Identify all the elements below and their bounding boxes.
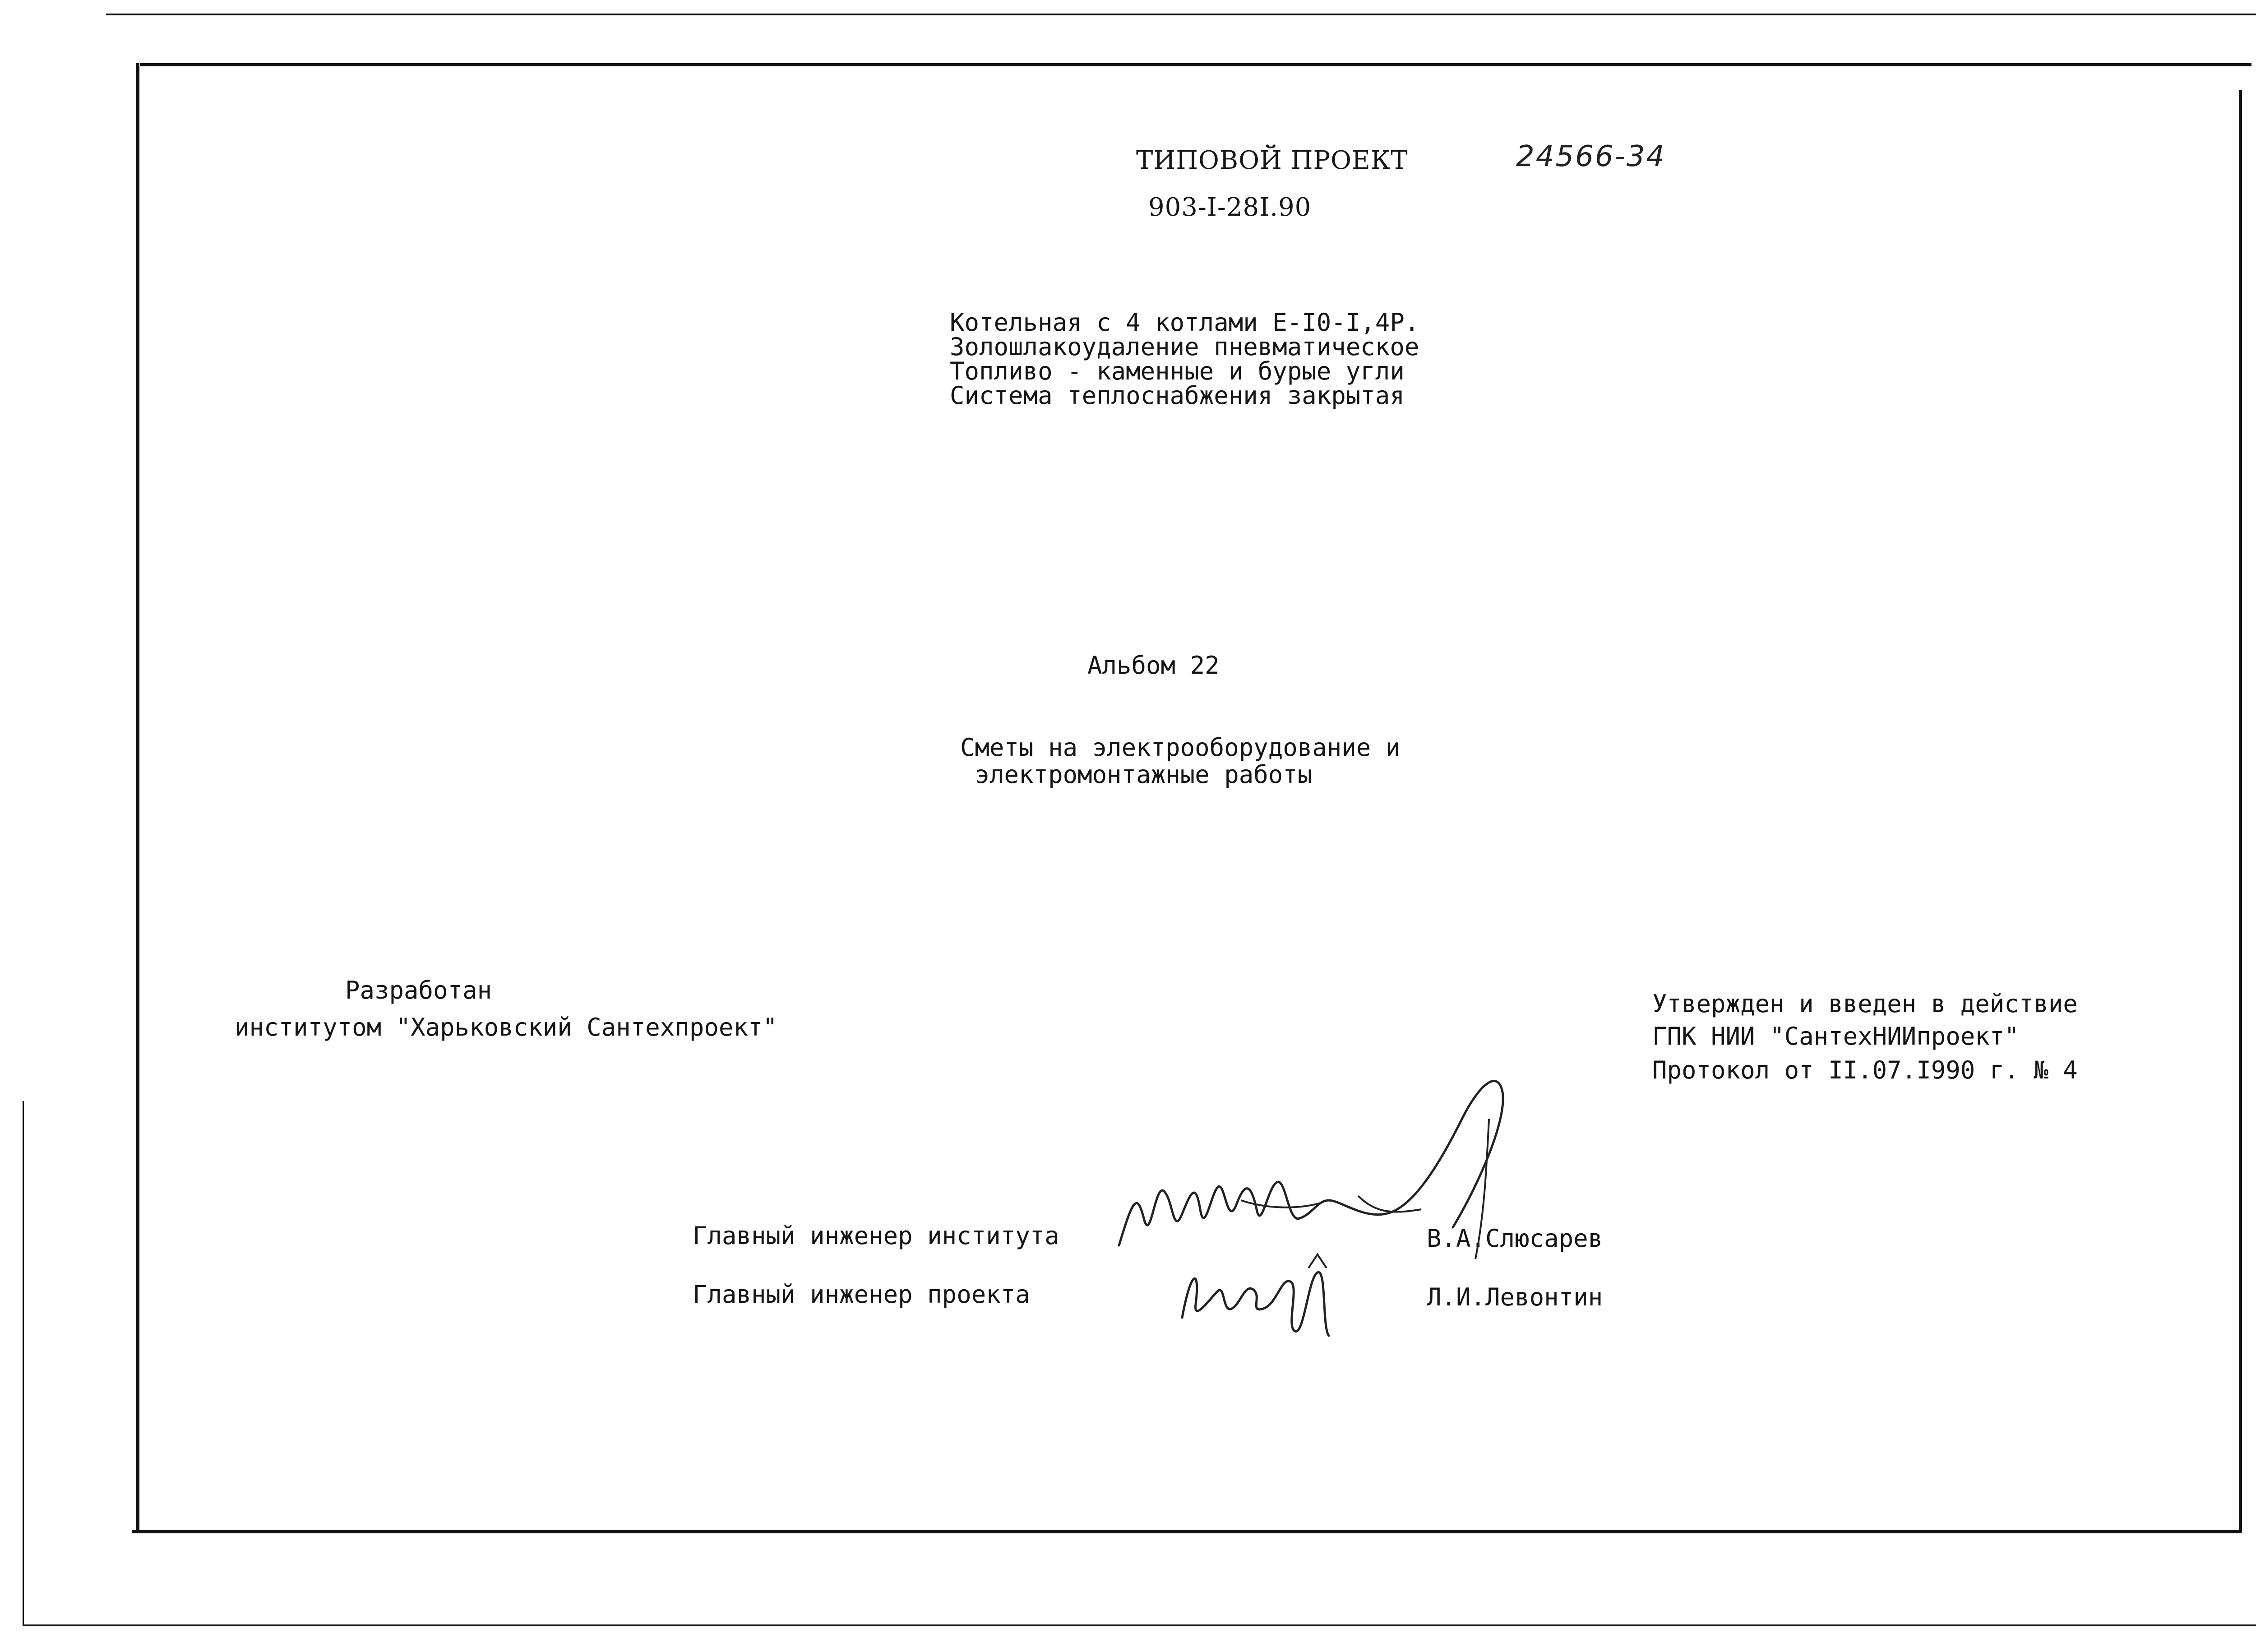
- approved-line: Утвержден и введен в действие: [1652, 990, 2078, 1018]
- project-description: [950, 310, 1419, 408]
- signature-chief-engineer-institute: [1105, 1065, 1557, 1268]
- approved-authority: ГПК НИИ "СантехНИИпроект": [1652, 1022, 2019, 1050]
- frame-top-outer: [106, 14, 2256, 15]
- album-subject-line: электромонтажные работы: [960, 760, 1313, 789]
- signatory-role: Главный инженер института: [693, 1222, 1059, 1250]
- approved-protocol: Протокол от II.07.I990 г. № 4: [1652, 1056, 2078, 1084]
- frame-bottom: [132, 1530, 2242, 1533]
- handwritten-inventory-number: 24566-34: [1516, 140, 1666, 173]
- signatory-name: В.А.Слюсарев: [1427, 1224, 1603, 1253]
- page-bottom-outer: [23, 1624, 2256, 1626]
- album-label: Альбом 22: [1087, 651, 1220, 680]
- description-line: Котельная с 4 котлами Е-I0-I,4Р.: [950, 308, 1419, 337]
- developed-institute: институтом "Харьковский Сантехпроект": [235, 1013, 777, 1041]
- signatory-name: Л.И.Левонтин: [1427, 1283, 1603, 1311]
- signatory-role: Главный инженер проекта: [693, 1280, 1030, 1309]
- document-title: ТИПОВОЙ ПРОЕКТ: [1136, 146, 1408, 175]
- signature-chief-engineer-project: [1173, 1250, 1363, 1340]
- frame-left: [136, 63, 139, 1532]
- page-left-edge: [23, 1101, 24, 1624]
- developed-label: Разработан: [345, 976, 492, 1004]
- album-subject-line: Сметы на электрооборудование и: [960, 733, 1401, 762]
- album-subject: [960, 733, 1401, 790]
- frame-right: [2239, 90, 2242, 1532]
- description-line: Топливо - каменные и бурые угли: [950, 357, 1405, 385]
- frame-top: [140, 63, 2251, 66]
- project-number: 903-I-28I.90: [1148, 193, 1312, 222]
- description-line: Золошлакоудаление пневматическое: [950, 333, 1419, 361]
- description-line: Система теплоснабжения закрытая: [950, 381, 1405, 410]
